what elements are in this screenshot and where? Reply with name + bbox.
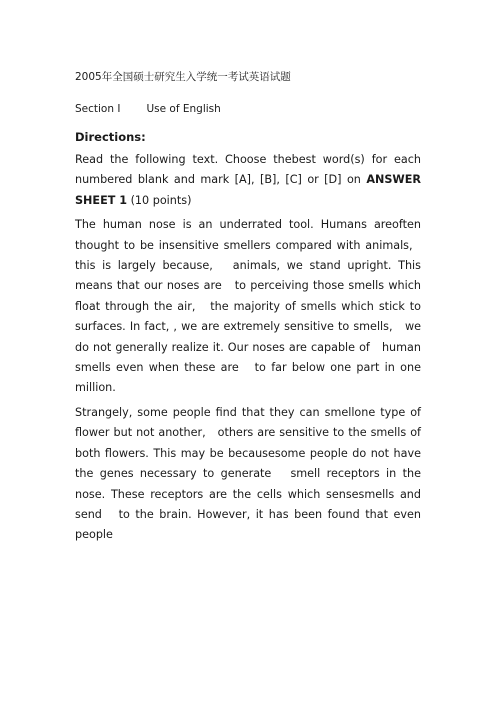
directions-heading: Directions:	[75, 130, 146, 144]
directions-text	[75, 150, 421, 211]
passage-paragraph-2: Strangely, some people find that they can smellone type of flower but not another, others are sensitive to the smells of both flowers. This may be becausesome people do not have the genes necessary to generate smell receptors in the nose. These receptors are the cells which sensesmells and send to the brain. However, it has been found that even people	[75, 405, 421, 542]
directions-points: (10 points)	[127, 193, 192, 207]
directions-text-part1: Read the following text. Choose thebest word(s) for each numbered blank and mark [A], [B], [C] or [D] on	[75, 153, 421, 187]
document-body	[75, 68, 421, 550]
section-name: Use of English	[146, 103, 221, 115]
passage-paragraph-1: The human nose is an underrated tool. Humans areoften thought to be insensitive smellers compared with animals, this is largely because, animals, we stand upright. This means that our noses are to perceiving those smells which float through the air, the majority of smells which stick to surfaces. In fact, , we are extremely sensitive to smells, we do not generally realize it. Our noses are capable of human smells even when these are to far below one part in one million.	[75, 218, 421, 395]
section-heading	[75, 100, 421, 118]
exam-title: 2005年全国硕士研究生入学统一考试英语试题	[75, 71, 291, 83]
answer-sheet-reference: ANSWER SHEET 1	[75, 173, 421, 207]
section-label: Section I	[75, 103, 121, 115]
